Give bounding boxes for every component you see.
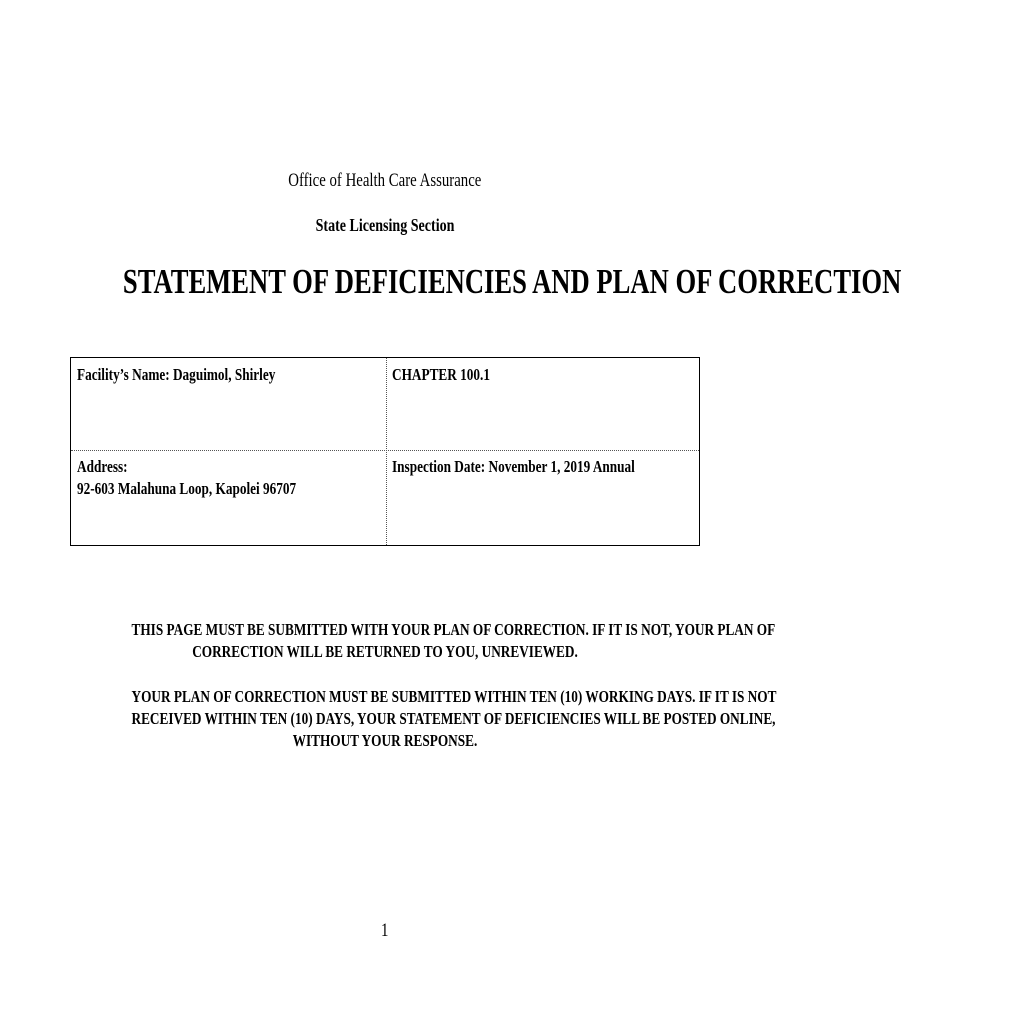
deadline-notice: [60, 686, 777, 752]
address-cell: [77, 456, 382, 500]
page-title: [0, 262, 902, 302]
inspection-date-cell: [392, 456, 697, 478]
table-horizontal-divider: [71, 450, 699, 451]
facility-name: Facility’s Name: Daguimol, Shirley: [77, 365, 276, 384]
section-name: [0, 215, 770, 236]
facility-info-table: [70, 357, 700, 546]
chapter-cell: [392, 364, 697, 386]
deadline-notice-line3: WITHOUT YOUR RESPONSE.: [292, 731, 478, 750]
submission-notice-line2: CORRECTION WILL BE RETURNED TO YOU, UNREVIEWED.: [192, 642, 578, 661]
submission-notice-line1: THIS PAGE MUST BE SUBMITTED WITH YOUR PLAN OF CORRECTION. IF IT IS NOT, YOUR PLAN OF: [131, 620, 776, 639]
page-title-text: STATEMENT OF DEFICIENCIES AND PLAN OF CORRECTION: [122, 262, 902, 301]
address-value: 92-603 Malahuna Loop, Kapolei 96707: [77, 479, 297, 498]
page-number-text: 1: [381, 920, 389, 941]
table-vertical-divider: [386, 358, 387, 545]
submission-notice: [60, 619, 776, 663]
page-number: [0, 920, 770, 942]
address-label: Address:: [77, 457, 128, 476]
office-name: [0, 170, 770, 192]
inspection-date: Inspection Date: November 1, 2019 Annual: [392, 457, 635, 476]
section-name-text: State Licensing Section: [315, 215, 455, 235]
deadline-notice-line2: RECEIVED WITHIN TEN (10) DAYS, YOUR STATEMENT OF DEFICIENCIES WILL BE POSTED ONLINE,: [131, 709, 776, 728]
facility-name-cell: [77, 364, 382, 386]
office-name-text: Office of Health Care Assurance: [288, 170, 482, 191]
chapter-label: CHAPTER 100.1: [392, 365, 490, 384]
deadline-notice-line1: YOUR PLAN OF CORRECTION MUST BE SUBMITTED WITHIN TEN (10) WORKING DAYS. IF IT IS NOT: [131, 687, 777, 706]
